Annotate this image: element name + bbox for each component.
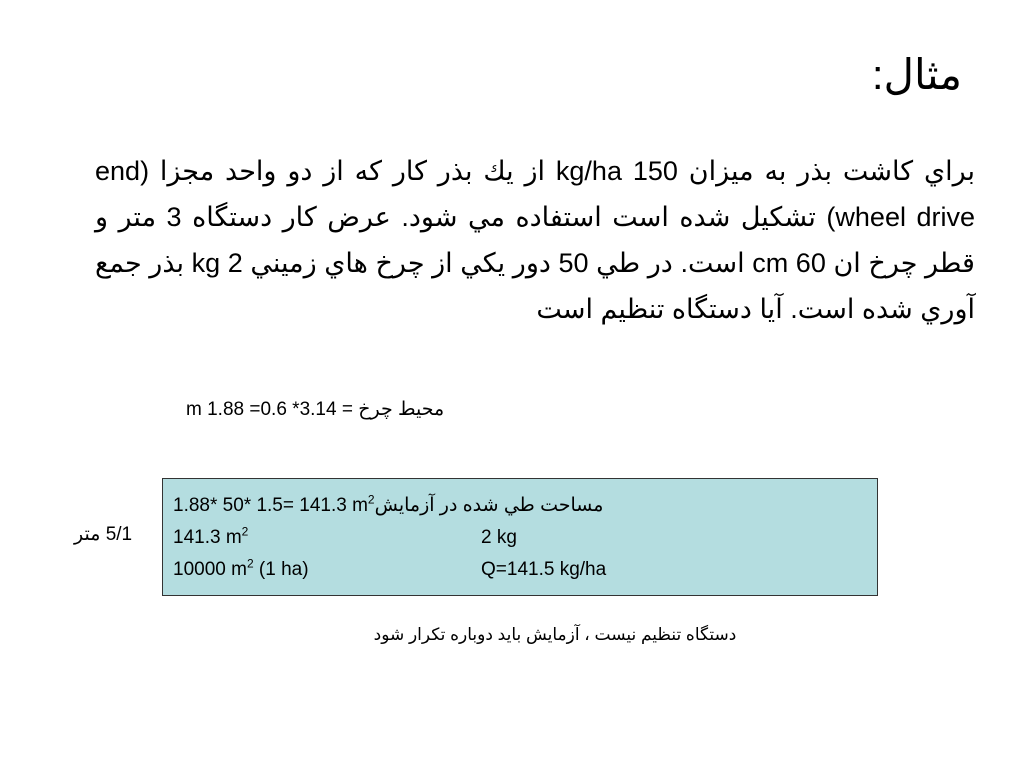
conclusion-text: دستگاه تنظيم نيست ، آزمايش بايد دوباره تكرار شود xyxy=(373,625,737,644)
circumference-line: محيط چرخ = 3.14* 0.6= 1.88 m xyxy=(186,399,445,420)
collected-seed-mass: 2 kg xyxy=(481,527,517,548)
area-formula-label: مساحت طي شده در آزمايش xyxy=(374,495,609,516)
calculation-box xyxy=(162,478,878,596)
seed-rate-result: Q=141.5 kg/ha xyxy=(481,559,607,580)
hectare-area-exponent: 2 xyxy=(246,556,254,571)
calc-row-hectare xyxy=(173,557,309,583)
area-formula: 1.88* 50* 1.5= 141.3 m xyxy=(173,495,368,516)
calc-row-area-formula xyxy=(173,493,609,519)
problem-statement xyxy=(95,148,975,332)
tested-area: 141.3 m xyxy=(173,527,242,548)
slide-title: مثال: xyxy=(871,51,962,98)
hectare-area: 10000 m xyxy=(173,559,247,580)
tested-area-exponent: 2 xyxy=(241,524,249,539)
calc-row-area xyxy=(173,525,248,551)
side-note: 5/1 متر xyxy=(74,524,133,545)
hectare-label: (1 ha) xyxy=(253,559,309,580)
problem-paragraph: براي كاشت بذر به ميزان 150 kg/ha از يك بذر كار كه از دو واحد مجزا (end wheel drive) تشكيل شده است استفاده مي شود. عرض كار دستگاه 3 متر و قطر چرخ ان 60 cm است. در طي 50 دور يكي از چرخ هاي زميني 2 kg بذر جمع آوري شده است. آيا دستگاه تنظيم است xyxy=(95,156,975,324)
area-formula-exponent: 2 xyxy=(367,492,375,507)
